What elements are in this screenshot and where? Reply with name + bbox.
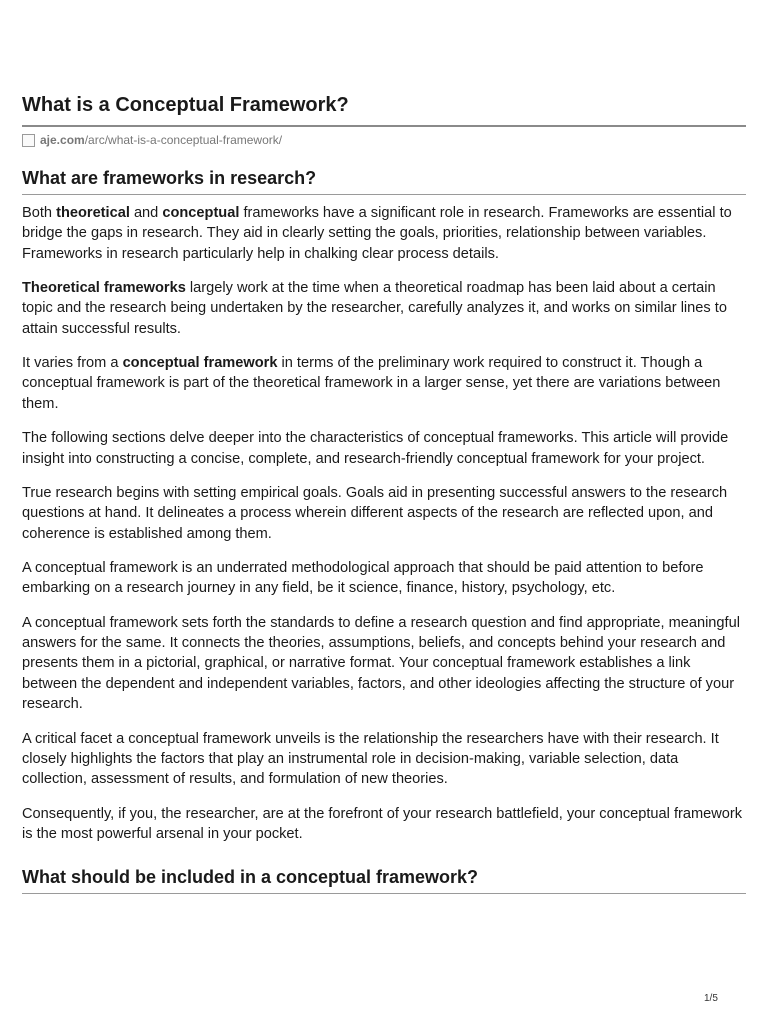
paragraph bbox=[22, 278, 746, 339]
paragraph-text: and bbox=[129, 205, 163, 221]
paragraph: A critical facet a conceptual framework unveils is the relationship the researchers have with their research. It closely highlights the factors that play an instrumental role in decision-making, variable selection, data collection, assessment of results, and formulation of new theories. bbox=[22, 730, 719, 788]
source-line bbox=[22, 131, 746, 149]
favicon-placeholder-icon bbox=[22, 134, 35, 147]
paragraph bbox=[22, 353, 746, 414]
paragraph-text: frameworks have a significant role in research. Frameworks are essential to bridge the gaps in research. They aid in clearly setting the goals, priorities, relationship between variables. Frameworks in research particularly help in chalking clear process details. bbox=[22, 205, 732, 262]
bold-term: conceptual bbox=[162, 205, 240, 221]
paragraph: True research begins with setting empirical goals. Goals aid in presenting successful answers to the research questions at hand. It delineates a process wherein different aspects of the research are reflected upon, and coherence is established among them. bbox=[22, 485, 728, 542]
section-heading-included: What should be included in a conceptual framework? bbox=[22, 865, 746, 894]
bold-term: theoretical bbox=[56, 205, 130, 221]
bold-term: Theoretical frameworks bbox=[22, 280, 186, 297]
paragraph: Consequently, if you, the researcher, are at the forefront of your research battlefield, your conceptual framework is the most powerful arsenal in your pocket. bbox=[22, 805, 743, 842]
bold-term: conceptual framework bbox=[122, 355, 278, 372]
document-page bbox=[22, 92, 746, 894]
paragraph: The following sections delve deeper into the characteristics of conceptual frameworks. This article will provide insight into constructing a concise, complete, and research-friendly conceptual framework for your project. bbox=[22, 430, 729, 467]
paragraph bbox=[22, 203, 746, 264]
paragraph-text: in terms of the preliminary work required to construct it. Though a conceptual framework is part of the theoretical framework in a larger sense, yet there are variations between them. bbox=[22, 355, 721, 412]
source-path: /arc/what-is-a-conceptual-framework/ bbox=[84, 133, 283, 147]
paragraph-text: Both bbox=[22, 205, 57, 221]
page-number: 1/5 bbox=[704, 993, 718, 1004]
article-title: What is a Conceptual Framework? bbox=[22, 92, 746, 127]
paragraph: A conceptual framework sets forth the standards to define a research question and find appropriate, meaningful answers for the same. It connects the theories, assumptions, beliefs, and concepts behind your research and presents them in a pictorial, graphical, or narrative format. Your conceptual framework establishes a link between the dependent and independent variables, factors, and other ideologies affecting the structure of your research. bbox=[22, 614, 740, 713]
paragraph: A conceptual framework is an underrated methodological approach that should be paid attention to before embarking on a research journey in any field, be it science, finance, history, psychology, etc. bbox=[22, 560, 704, 597]
paragraph-text: It varies from a bbox=[22, 355, 123, 372]
section-heading-frameworks: What are frameworks in research? bbox=[22, 166, 746, 195]
paragraph-text: largely work at the time when a theoretical roadmap has been laid about a certain topic and the research being undertaken by the researcher, carefully analyzes it, and works on similar lines to attain successful results. bbox=[22, 280, 727, 337]
source-domain: aje.com bbox=[40, 133, 85, 147]
